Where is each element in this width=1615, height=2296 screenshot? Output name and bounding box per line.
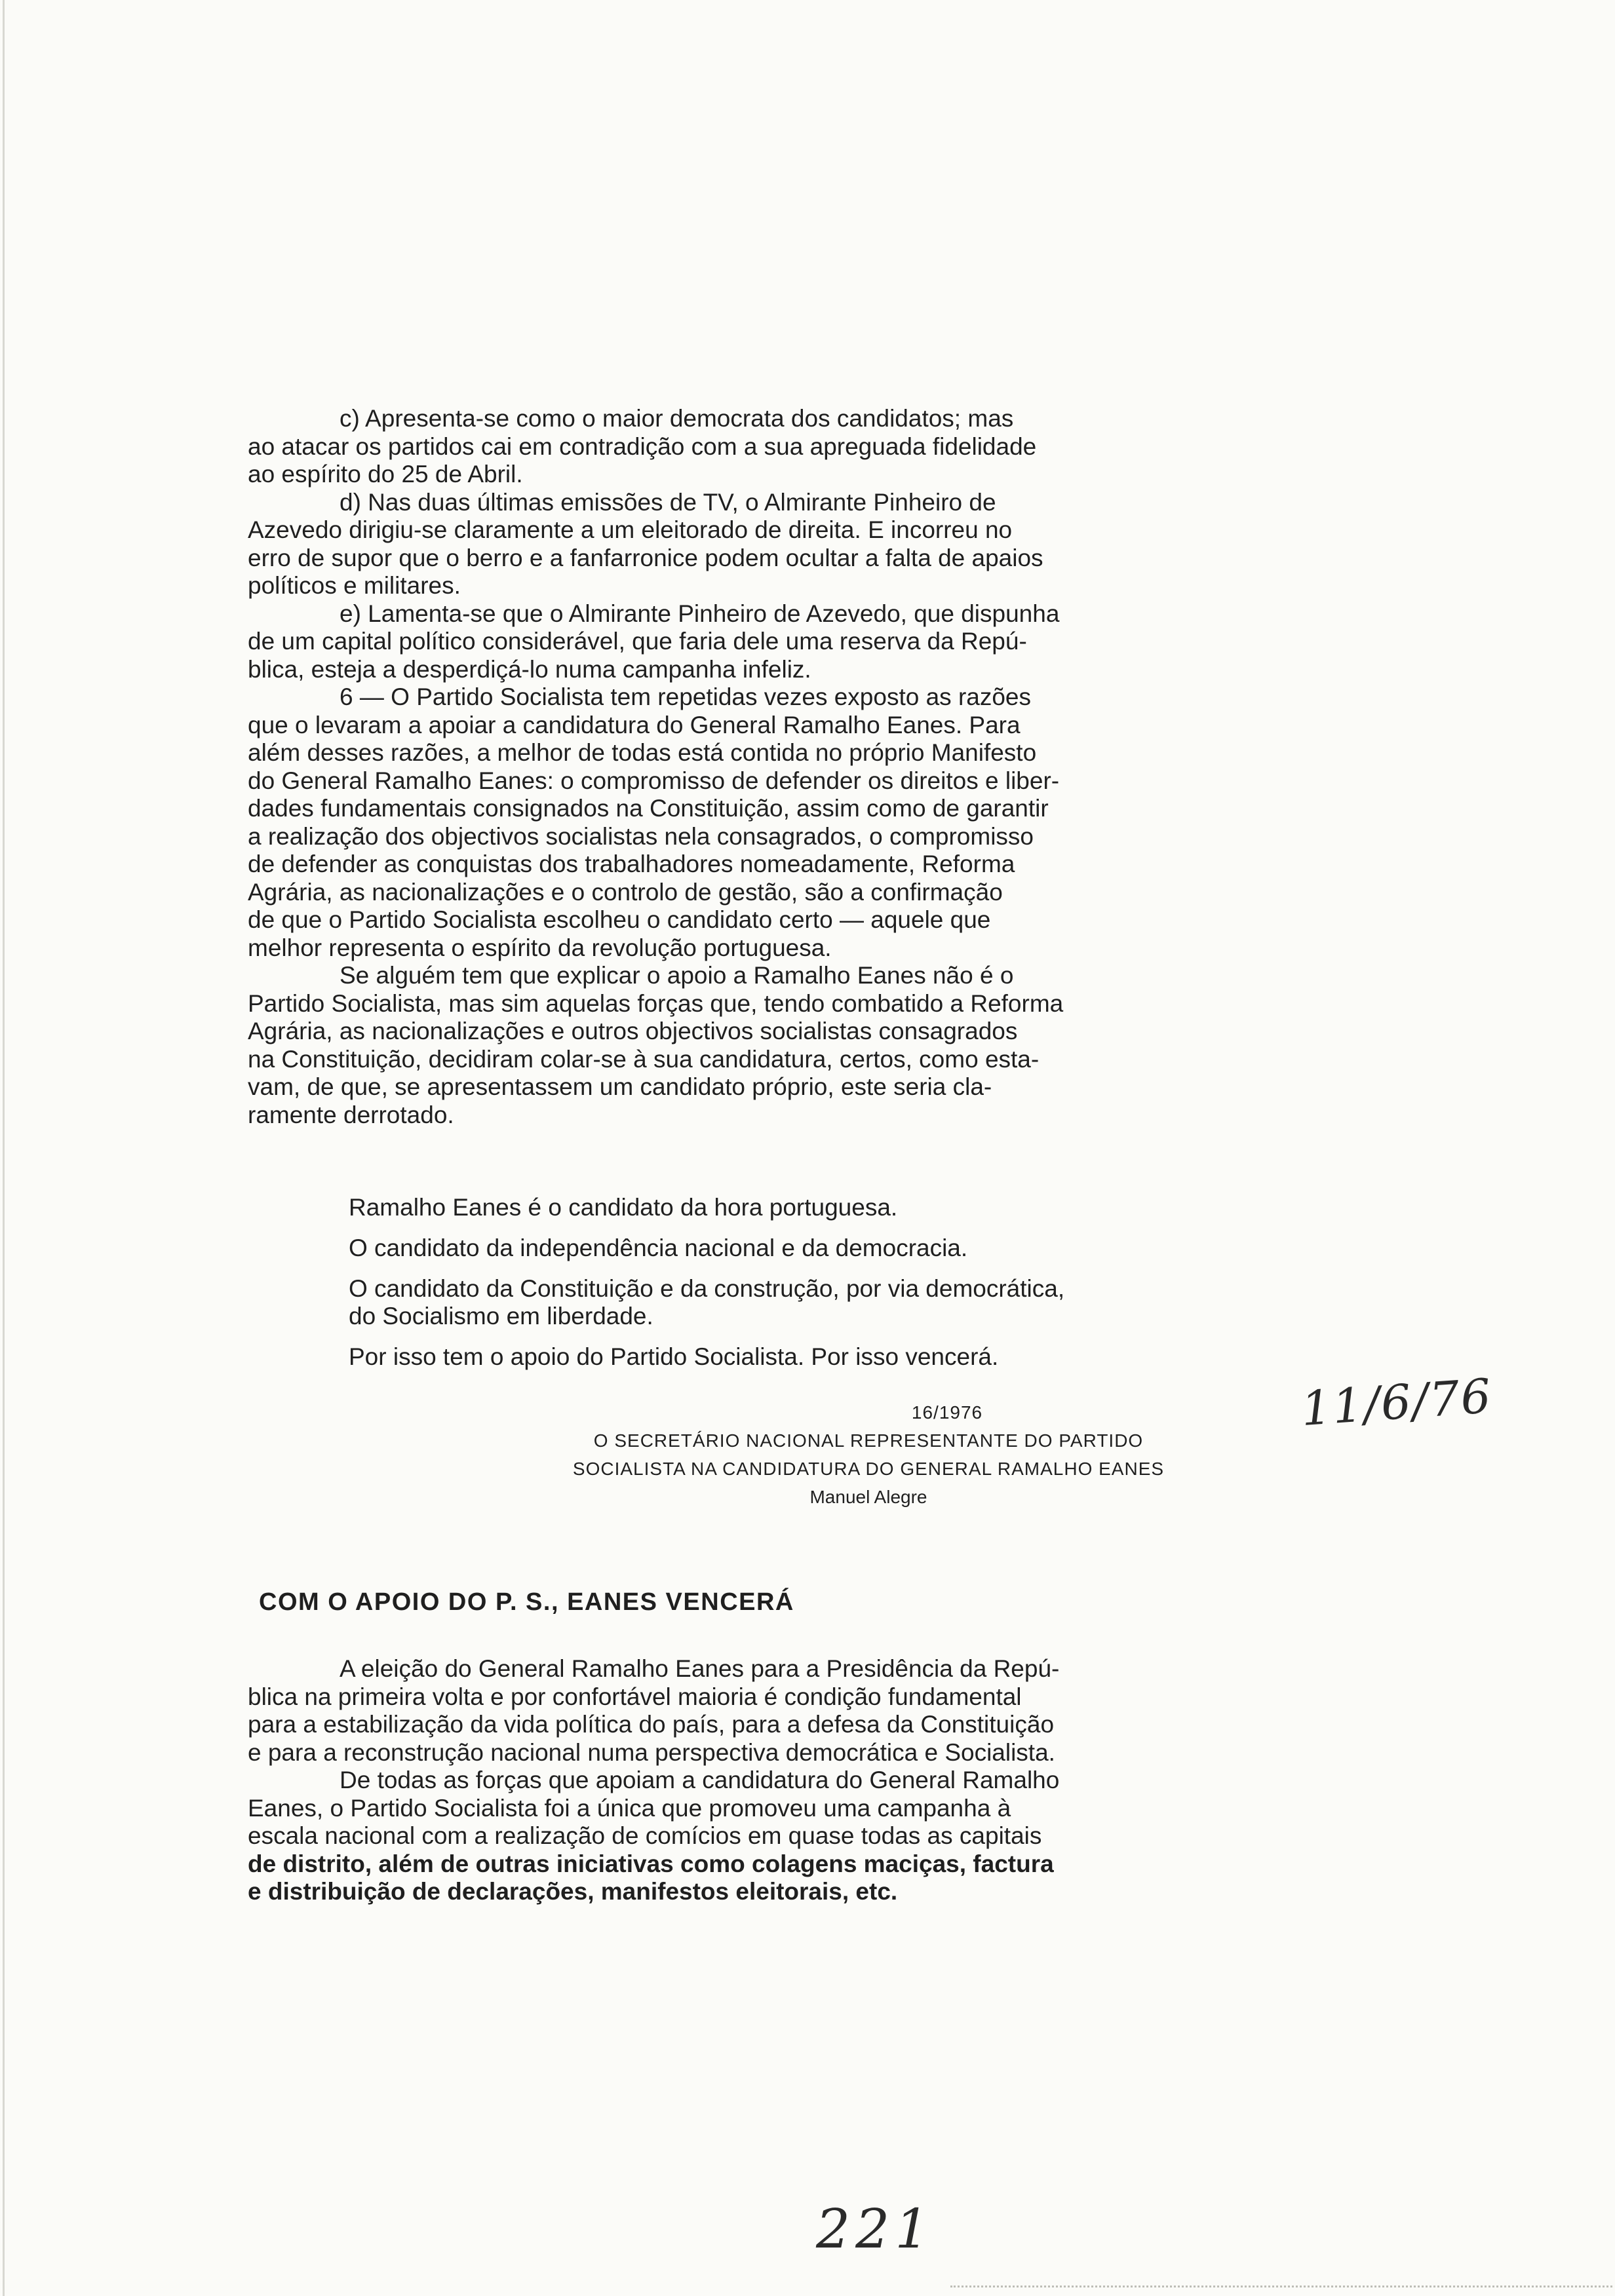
slogan-line: Por isso tem o apoio do Partido Socialista. Por isso vencerá.	[349, 1343, 999, 1370]
page-edge-shadow	[3, 0, 5, 2296]
signature-date: 16/1976	[911, 1402, 983, 1423]
paragraph-6: 6 — O Partido Socialista tem repetidas vezes exposto as razões que o levaram a apoiar a candidatura do General Ramalho Eanes. Para além desses razões, a melhor de todas está contida no próprio Manifesto do General Ramalho Eanes: o compromisso de defender os direitos e liber- dades fundamentais consignados na Constituição, assim como de garantir a realização dos objectivos socialistas nela consagrados, o compromisso de defender as conquistas dos trabalhadores nomeadamente, Reforma Agrária, as nacionalizações e o controlo de gestão, são a confirmação de que o Partido Socialista escolheu o candidato certo — aquele que melhor representa o espírito da revolução portuguesa.	[248, 683, 1060, 961]
slogan-line: Ramalho Eanes é o candidato da hora portuguesa.	[349, 1194, 898, 1221]
handwritten-page-number: 221	[816, 2198, 935, 2261]
paragraph-election: A eleição do General Ramalho Eanes para a Presidência da Repú- blica na primeira volta e por confortável maioria é condição fundamental para a estabilização da vida política do país, para a defesa da Constituição e para a reconstrução nacional numa perspectiva democrática e Socialista.	[248, 1655, 1060, 1766]
paragraph-campaign: De todas as forças que apoiam a candidatura do General Ramalho Eanes, o Partido Socialista foi a única que promoveu uma campanha à escala nacional com a realização de comícios em quase todas as capitais	[248, 1767, 1060, 1849]
paragraph-explanation: Se alguém tem que explicar o apoio a Ramalho Eanes não é o Partido Socialista, mas sim aquelas forças que, tendo combatido a Reforma Agrária, as nacionalizações e outros objectivos socialistas consagrados na Constituição, decidiram colar-se à sua candidatura, certos, como esta- vam, de que, se apresentassem um candidato próprio, este seria cla- ramente derrotado.	[248, 962, 1064, 1128]
paragraph-campaign-bold-tail: de distrito, além de outras iniciativas como colagens maciças, factura e distribuição de declarações, manifestos eleitorais, etc.	[248, 1850, 1054, 1905]
paragraph-c: c) Apresenta-se como o maior democrata dos candidatos; mas ao atacar os partidos cai em contradição com a sua apreguada fidelidade ao espírito do 25 de Abril.	[248, 405, 1037, 488]
footer-dotted-rule	[950, 2286, 1612, 2287]
slogans-block	[349, 1194, 1227, 1384]
signature-title-line-2: SOCIALISTA NA CANDIDATURA DO GENERAL RAMALHO EANES	[572, 1459, 1165, 1479]
paragraph-e: e) Lamenta-se que o Almirante Pinheiro de Azevedo, que dispunha de um capital político considerável, que faria dele uma reserva da Repú- blica, esteja a desperdiçá-lo numa campanha infeliz.	[248, 600, 1060, 683]
body-text-section-b	[248, 1655, 1237, 1906]
paragraph-d: d) Nas duas últimas emissões de TV, o Almirante Pinheiro de Azevedo dirigiu-se claramente a um eleitorado de direita. E incorreu no erro de supor que o berro e a fanfarronice podem ocultar a falta de apaios políticos e militares.	[248, 488, 1043, 599]
signature-name: Manuel Alegre	[809, 1487, 927, 1507]
signature-title-line-1: O SECRETÁRIO NACIONAL REPRESENTANTE DO PARTIDO	[593, 1430, 1144, 1451]
section-heading: COM O APOIO DO P. S., EANES VENCERÁ	[259, 1588, 794, 1616]
slogan-line: O candidato da independência nacional e da democracia.	[349, 1234, 968, 1261]
signature-block	[498, 1398, 1239, 1511]
handwritten-date-note: 11/6/76	[1299, 1368, 1494, 1437]
slogan-line: O candidato da Constituição e da construção, por via democrática, do Socialismo em liberdade.	[349, 1275, 1065, 1330]
body-text-section-a	[248, 405, 1237, 1129]
